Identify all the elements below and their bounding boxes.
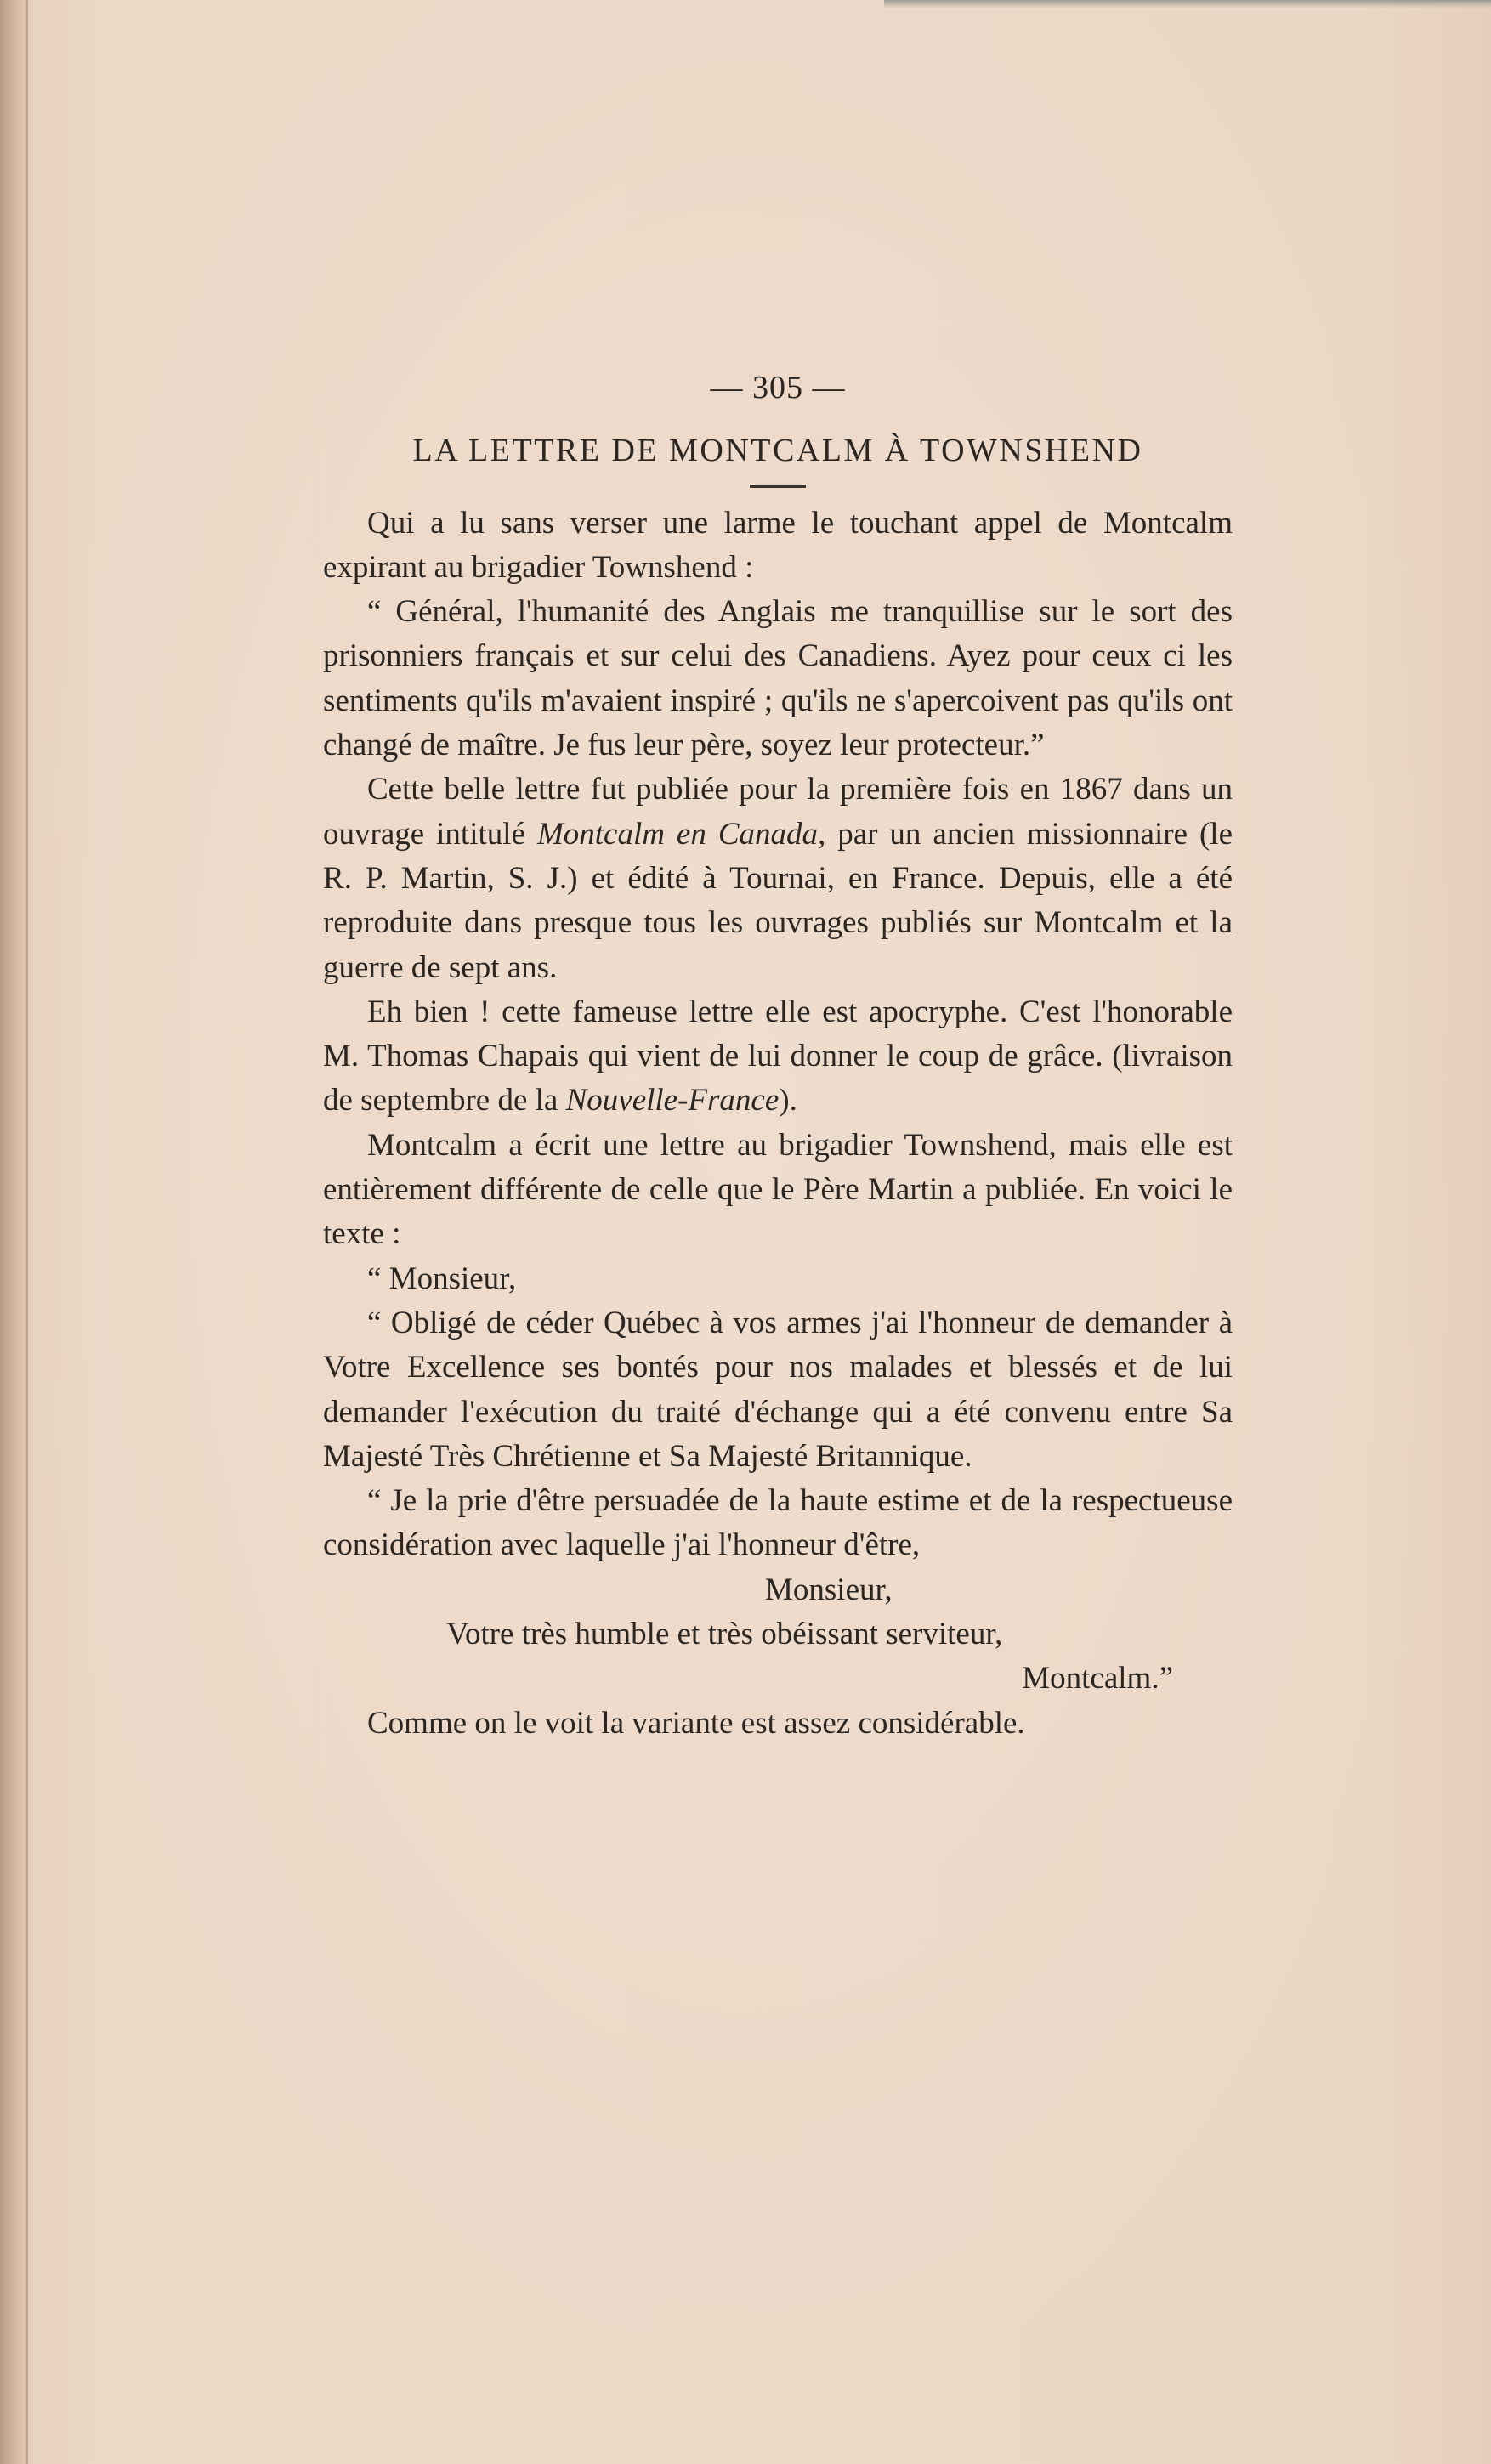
closing-phrase: Votre très humble et très obéissant serviteur,: [446, 1617, 1003, 1652]
closing-salutation: Monsieur,: [765, 1572, 893, 1607]
chapais-text-before: Eh bien ! cette fameuse lettre elle est apocryphe. C'est l'honorable M. Thomas Chapais qui vient de lui donner le coup de grâce. (livraison de septembre de la: [323, 994, 1233, 1119]
letter-closing-paragraph: “ Je la prie d'être persuadée de la haute estime et de la respectueuse considération avec laquelle j'ai l'honneur d'être,: [323, 1483, 1233, 1563]
chapais-text-after: ).: [779, 1083, 797, 1119]
publication-text-before: Cette belle lettre fut publiée pour la première fois en 1867 dans un ouvrage intitulé: [323, 772, 1233, 852]
book-title: Montcalm en Canada,: [536, 816, 826, 852]
paragraph-intro: Qui a lu sans verser une larme le touchant appel de Montcalm expirant au brigadier Townshend :: [323, 505, 1233, 585]
letter-body: “ Obligé de céder Québec à vos armes j'ai l'honneur de demander à Votre Excellence ses bontés pour nos malades et blessés et de lui demander l'exécution du traité d'échange qui a été convenu entre Sa Majesté Très Chrétienne et Sa Majesté Britannique.: [323, 1305, 1233, 1474]
paragraph-apocryphal-letter: “ Général, l'humanité des Anglais me tranquillise sur le sort des prisonniers français et sur celui des Canadiens. Ayez pour ceux ci les sentiments qu'ils m'avaient inspiré ; qu'ils ne s'apercoivent pas qu'ils ont changé de maître. Je fus leur père, soyez leur protecteur.”: [323, 594, 1233, 763]
journal-title: Nouvelle-France: [565, 1083, 780, 1119]
closing-signature: Montcalm.”: [1022, 1661, 1173, 1696]
paragraph-conclusion: Comme on le voit la variante est assez considérable.: [367, 1705, 1025, 1741]
page-number: — 305 —: [710, 370, 846, 405]
title-rule: [750, 485, 806, 488]
article-title: LA LETTRE DE MONTCALM À TOWNSHEND: [412, 433, 1143, 469]
binding-line: [26, 0, 28, 2464]
page-content: [323, 365, 1233, 1746]
paragraph-publication: [323, 768, 1233, 989]
publication-text-after: par un ancien missionnaire (le R. P. Martin, S. J.) et édité à Tournai, en France. Depuis, elle a été reproduite dans presque tous les ouvrages publiés sur Montcalm et la guerre de sept ans.: [323, 816, 1233, 985]
page-top-edge: [884, 0, 1491, 8]
letter-salutation: “ Monsieur,: [367, 1260, 517, 1296]
paragraph-real-letter-intro: Montcalm a écrit une lettre au brigadier Townshend, mais elle est entièrement différente de celle que le Père Martin a publiée. En voici le texte :: [323, 1127, 1233, 1252]
paragraph-chapais: [323, 990, 1233, 1124]
